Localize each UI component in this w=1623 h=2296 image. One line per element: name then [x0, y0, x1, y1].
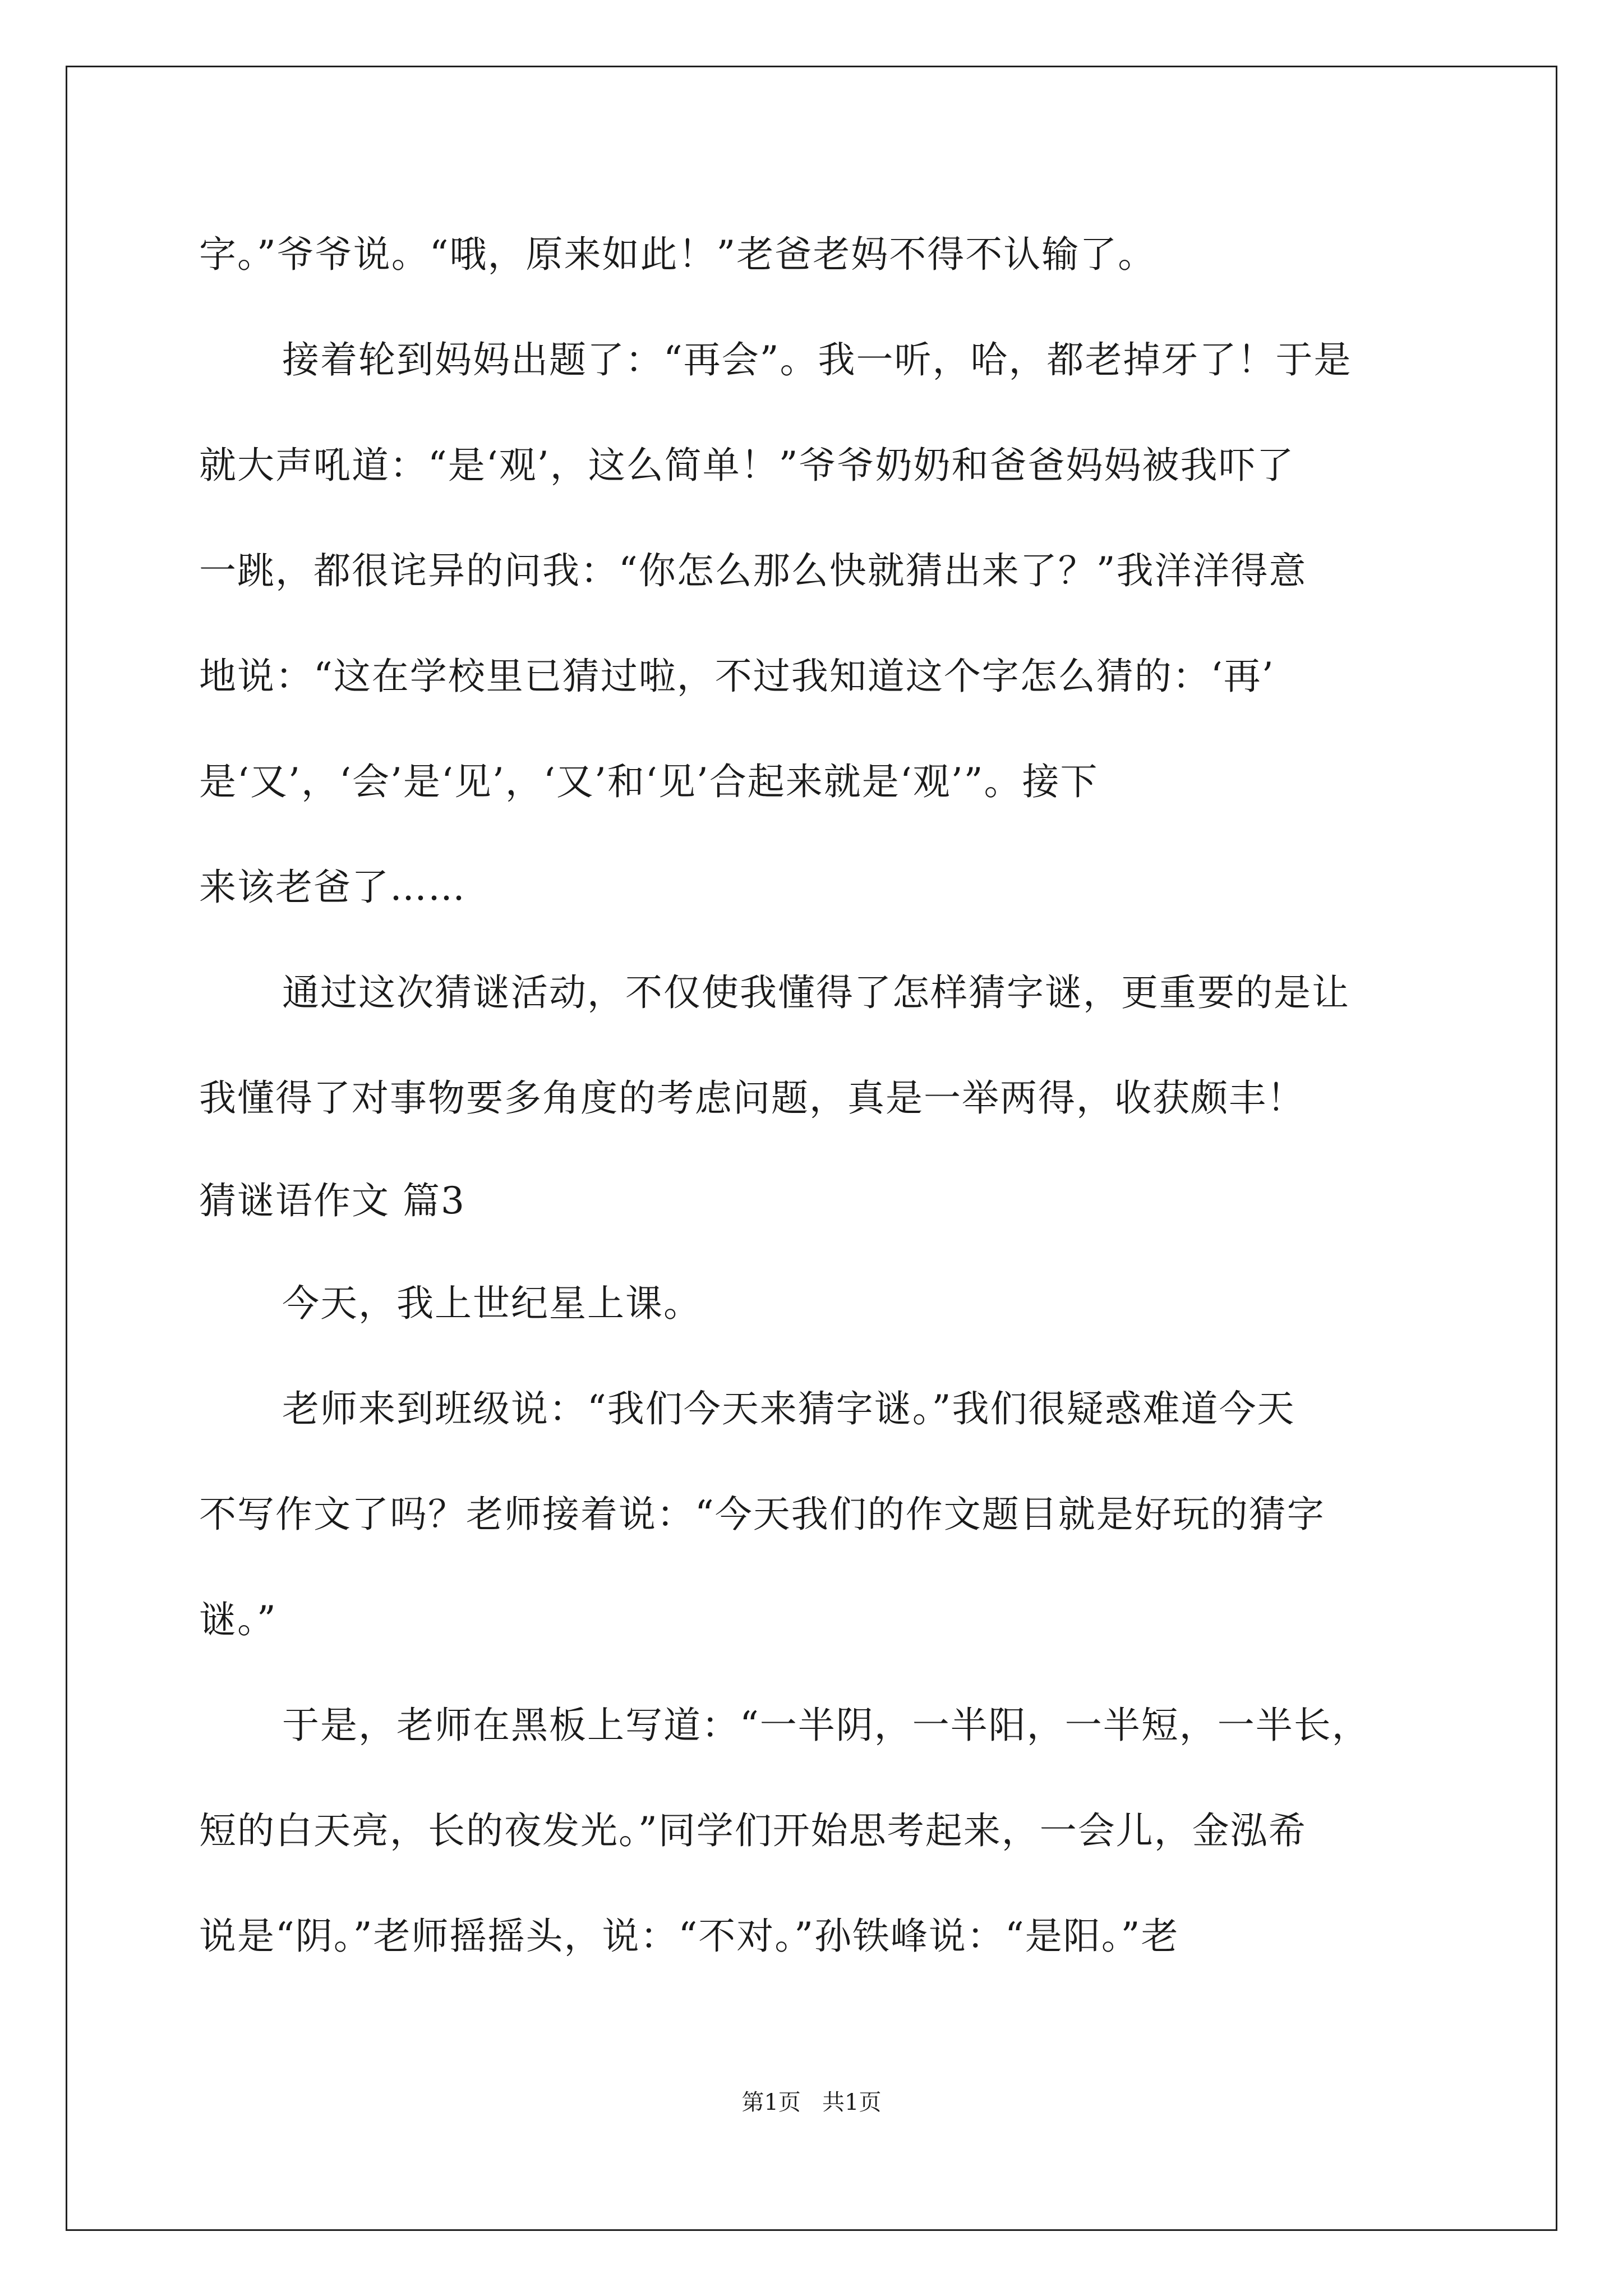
section-heading: 猜谜语作文 篇3 [199, 1179, 465, 1222]
text-line: 来该老爸了…… [199, 866, 466, 909]
text-line: 通过这次猜谜活动，不仅使我懂得了怎样猜字谜，更重要的是让 [282, 971, 1350, 1014]
text-line: 谜。” [199, 1598, 277, 1641]
text-line: 不写作文了吗？老师接着说：“今天我们的作文题目就是好玩的猜字 [199, 1493, 1325, 1536]
text-line: 接着轮到妈妈出题了：“再会”。我一听，哈，都老掉牙了！于是 [282, 338, 1352, 381]
text-line: 短的白天亮，长的夜发光。”同学们开始思考起来，一会儿，金泓希 [199, 1809, 1307, 1852]
text-line: 地说：“这在学校里已猜过啦，不过我知道这个字怎么猜的：‘再’ [199, 655, 1275, 698]
text-line: 字。”爷爷说。“哦，原来如此！”老爸老妈不得不认输了。 [199, 233, 1156, 276]
document-body [199, 202, 1433, 1989]
text-line: 我懂得了对事物要多角度的考虑问题，真是一举两得，收获颇丰！ [199, 1076, 1305, 1120]
text-line: 于是，老师在黑板上写道：“一半阴，一半阳，一半短，一半长， [282, 1704, 1370, 1747]
text-line: 今天，我上世纪星上课。 [282, 1282, 702, 1325]
text-line: 说是“阴。”老师摇摇头，说：“不对。”孙铁峰说：“是阳。”老 [199, 1915, 1179, 1958]
text-line: 是‘又’，‘会’是‘见’，‘又’和‘见’合起来就是‘观’”。接下 [199, 760, 1099, 803]
text-line: 老师来到班级说：“我们今天来猜字谜。”我们很疑惑难道今天 [282, 1387, 1295, 1430]
text-line: 就大声吼道：“是‘观’，这么简单！”爷爷奶奶和爸爸妈妈被我吓了 [199, 444, 1295, 487]
page-footer: 第1页 共1页 [741, 2090, 882, 2115]
text-line: 一跳，都很诧异的问我：“你怎么那么快就猜出来了？”我洋洋得意 [199, 549, 1307, 592]
